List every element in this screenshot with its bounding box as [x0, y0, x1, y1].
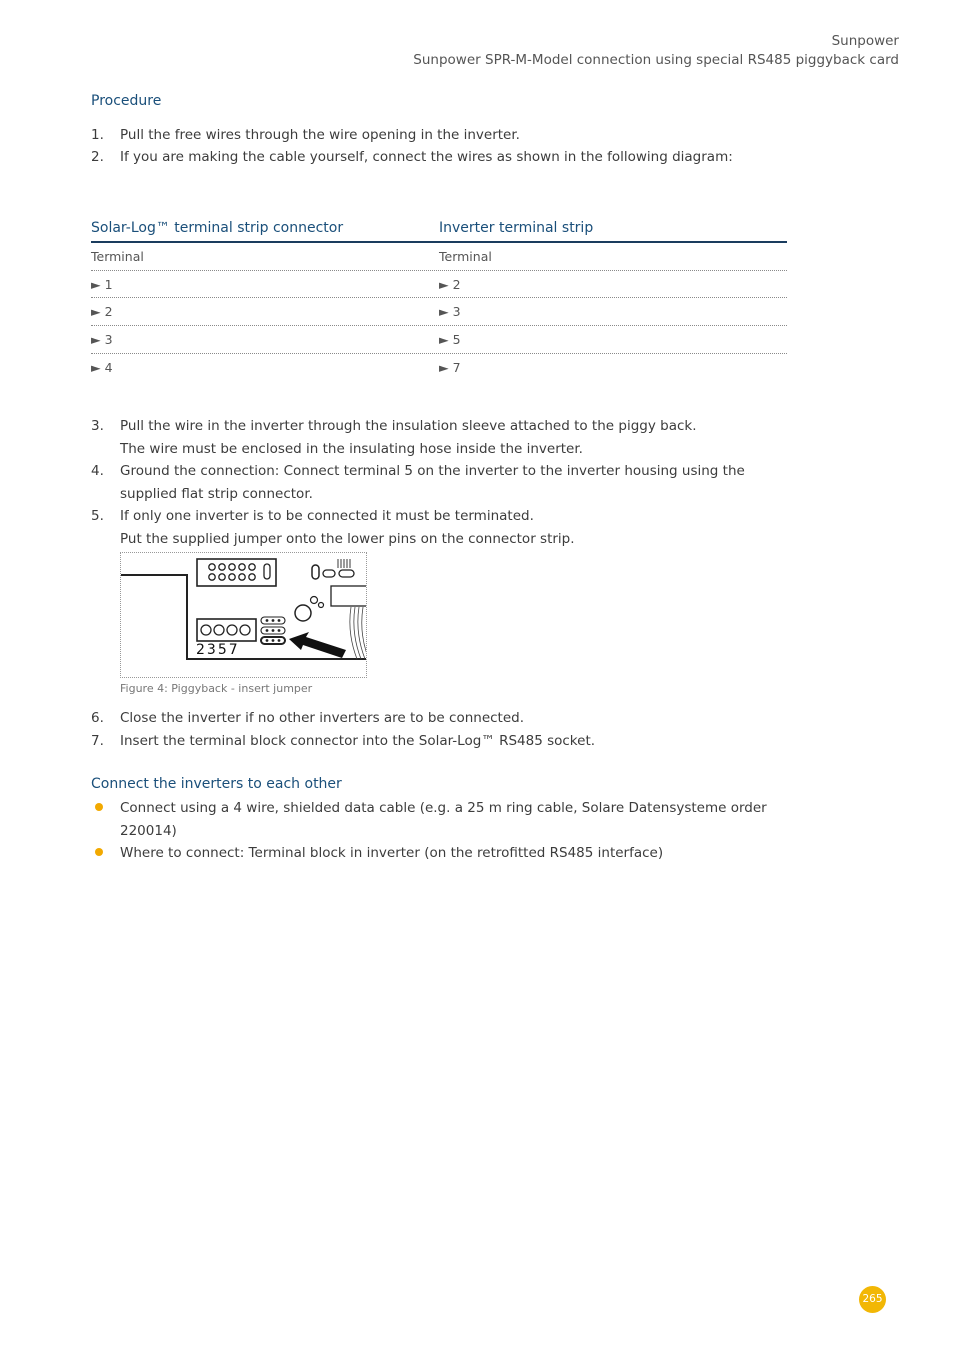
- list-item-step-7: [91, 730, 791, 753]
- bullet-item-cable: [91, 797, 791, 842]
- table-header-inverter: Inverter terminal strip: [439, 220, 594, 236]
- table-row-divider: [91, 353, 787, 354]
- step-text: Pull the free wires through the wire opening in the inverter.: [120, 127, 520, 143]
- running-header-subtitle: Sunpower SPR-M-Model connection using special RS485 piggyback card: [413, 52, 899, 68]
- list-item-step-2: [91, 146, 791, 169]
- table-row-divider: [91, 270, 787, 271]
- step-text: Insert the terminal block connector into the Solar-Log™ RS485 socket.: [120, 733, 596, 749]
- bullet-text: Connect using a 4 wire, shielded data cable (e.g. a 25 m ring cable, Solare Datensysteme order: [120, 800, 767, 816]
- table-cell: ► 7: [439, 360, 461, 375]
- step-text: If only one inverter is to be connected it must be terminated.: [120, 508, 534, 524]
- step-number: 6.: [91, 710, 104, 726]
- table-cell: ► 2: [91, 304, 113, 319]
- step-number: 4.: [91, 463, 104, 479]
- table-cell: ► 3: [439, 304, 461, 319]
- list-item-step-4: [91, 460, 791, 505]
- figure-caption: Figure 4: Piggyback - insert jumper: [120, 682, 313, 695]
- table-subheader: Terminal: [91, 249, 144, 264]
- procedure-heading: Procedure: [91, 93, 162, 109]
- table-cell: ► 1: [91, 277, 113, 292]
- step-number: 1.: [91, 127, 104, 143]
- table-cell: ► 2: [439, 277, 461, 292]
- table-row-divider: [91, 297, 787, 298]
- bullet-text: Where to connect: Terminal block in inverter (on the retrofitted RS485 interface): [120, 845, 664, 861]
- step-text: If you are making the cable yourself, connect the wires as shown in the following diagram:: [120, 149, 733, 165]
- table-cell: ► 4: [91, 360, 113, 375]
- table-cell: ► 3: [91, 332, 113, 347]
- step-number: 5.: [91, 508, 104, 524]
- running-header-title: Sunpower: [831, 33, 899, 49]
- piggyback-board-illustration: [121, 553, 367, 678]
- table-cell: ► 5: [439, 332, 461, 347]
- table-subheader: Terminal: [439, 249, 492, 264]
- bullet-text-continued: 220014): [120, 822, 177, 839]
- figure-terminal-labels: 2357: [196, 642, 240, 658]
- connect-heading: Connect the inverters to each other: [91, 776, 342, 792]
- table-header-rule: [91, 241, 787, 243]
- step-number: 2.: [91, 149, 104, 165]
- step-text: Close the inverter if no other inverters are to be connected.: [120, 710, 525, 726]
- step-text: Ground the connection: Connect terminal 5 on the inverter to the inverter housing using the: [120, 463, 745, 479]
- step-number: 3.: [91, 418, 104, 434]
- step-text: Pull the wire in the inverter through the insulation sleeve attached to the piggy back.: [120, 418, 697, 434]
- table-row-divider: [91, 325, 787, 326]
- page-number-badge: 265: [859, 1286, 886, 1313]
- piggyback-figure: [120, 552, 367, 678]
- arrow-icon: [289, 632, 346, 658]
- step-text-continued: supplied flat strip connector.: [120, 485, 313, 502]
- table-header-solarlog: Solar-Log™ terminal strip connector: [91, 220, 344, 236]
- bullet-icon: [95, 803, 103, 811]
- list-item-step-6: [91, 707, 791, 730]
- step-text-continued: Put the supplied jumper onto the lower pins on the connector strip.: [120, 530, 575, 547]
- bullet-item-where: [91, 842, 791, 865]
- bullet-icon: [95, 848, 103, 856]
- step-number: 7.: [91, 733, 104, 749]
- step-text-continued: The wire must be enclosed in the insulating hose inside the inverter.: [120, 440, 583, 457]
- list-item-step-3: [91, 415, 791, 460]
- list-item-step-5: [91, 505, 791, 550]
- wiring-table: [91, 220, 787, 380]
- list-item-step-1: [91, 124, 791, 147]
